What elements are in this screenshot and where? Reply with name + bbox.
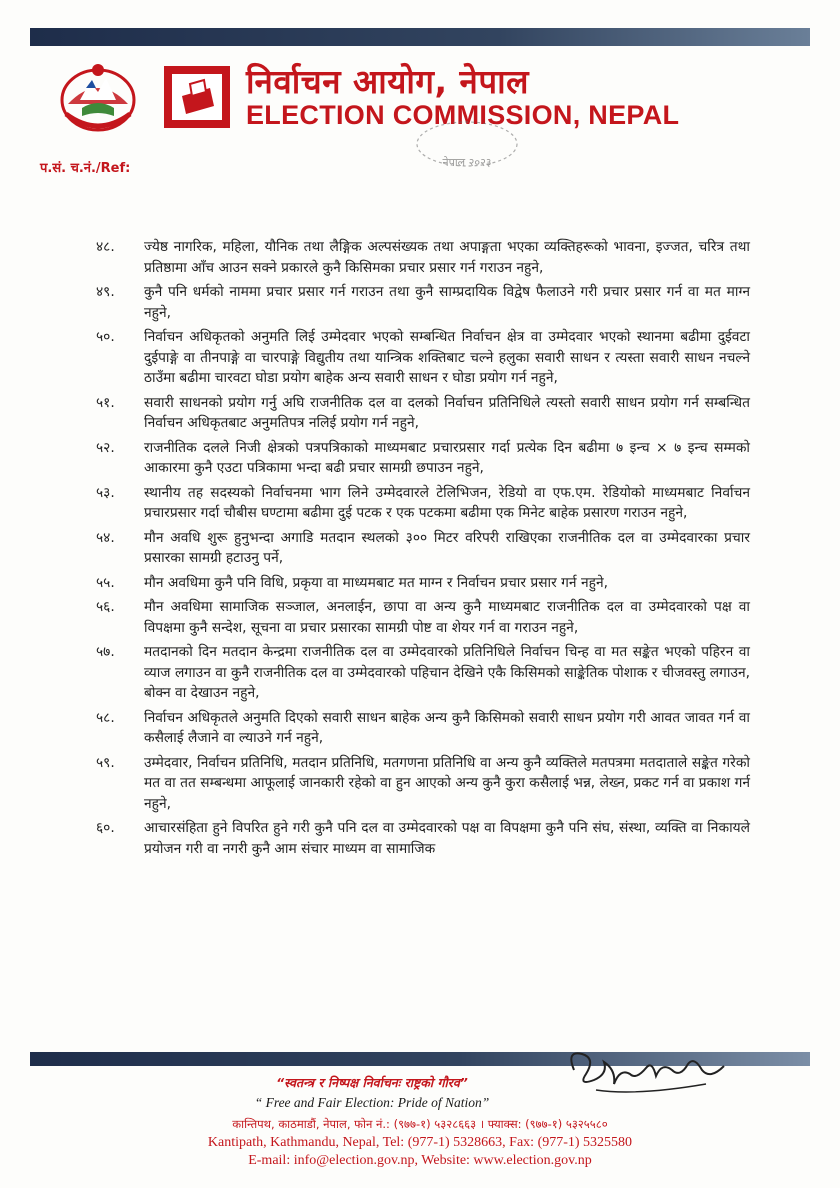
- code-of-conduct-list: [96, 237, 750, 863]
- address-english: Kantipath, Kathmandu, Nepal, Tel: (977-1) 5328663, Fax: (977-1) 5325580: [207, 1135, 633, 1150]
- rule-text: मौन अवधि शुरू हुनुभन्दा अगाडि मतदान स्थलको ३०० मिटर वरिपरी राखिएका राजनीतिक दल वा उम्मेदवारका प्रचार प्रसारका सामग्री हटाउनु पर्ने,: [144, 529, 750, 566]
- rule-number: ५२.: [96, 439, 115, 456]
- organization-name-nepali: निर्वाचन आयोग, नेपाल: [246, 62, 530, 101]
- rule-item: [96, 753, 750, 815]
- stamp-text: नेपाल २०२३: [442, 156, 492, 169]
- election-commission-logo: [164, 66, 230, 128]
- rule-text: निर्वाचन अधिकृतले अनुमति दिएको सवारी साधन बाहेक अन्य कुनै किसिमको सवारी साधन प्रयोग गरी आवत जावत गर्न वा कसैलाई लैजाने वा ल्याउने गर्न नहुने,: [144, 709, 750, 746]
- rule-number: ५३.: [96, 484, 115, 501]
- rule-number: ६०.: [96, 820, 115, 836]
- rule-number: ५७.: [96, 644, 115, 660]
- rule-number: ५९.: [96, 754, 115, 771]
- slogan-nepali: “स्वतन्त्र र निष्पक्ष निर्वाचनः राष्ट्रको गौरव”: [276, 1075, 468, 1090]
- rule-number: ५५.: [96, 574, 115, 591]
- rule-number: ४८.: [96, 239, 115, 255]
- rule-item: [96, 642, 750, 704]
- rule-number: ५८.: [96, 709, 115, 726]
- rule-item: [96, 483, 750, 524]
- contact-info: E-mail: info@election.gov.np, Website: www.election.gov.np: [248, 1153, 592, 1168]
- rule-text: निर्वाचन अधिकृतको अनुमति लिई उम्मेदवार भएको सम्बन्धित निर्वाचन क्षेत्र वा उम्मेदवार भएको स्थानमा बढीमा दुईवटा दुईपाङ्गे वा तीनपाङ्गे वा चारपाङ्गे विद्युतीय तथा यान्त्रिक शक्तिबाट चल्ने हलुका सवारी साधन र त्यस्ता सवारी साधन नचल्ने ठाउँमा बढीमा चारवटा घोडा प्रयोग बाहेक अन्य सवारी साधन र घोडा प्रयोग गर्न नहुने,: [144, 329, 750, 386]
- header-band: [30, 28, 810, 46]
- rule-number: ५१.: [96, 394, 115, 411]
- rule-item: [96, 282, 750, 323]
- slogan-english: “ Free and Fair Election: Pride of Nation”: [254, 1095, 490, 1110]
- rule-item: [96, 818, 750, 859]
- nepal-emblem-icon: [56, 58, 140, 136]
- rule-text: मौन अवधिमा सामाजिक सञ्जाल, अनलाईन, छापा वा अन्य कुनै माध्यमबाट राजनीतिक दल वा उम्मेदवारको पक्ष वा विपक्षमा कुनै सन्देश, सूचना वा प्रचार प्रसारका सामग्री पोष्ट वा शेयर गर्न वा गराउन नहुने,: [144, 599, 750, 636]
- rule-text: उम्मेदवार, निर्वाचन प्रतिनिधि, मतदान प्रतिनिधि, मतगणना प्रतिनिधि वा अन्य कुनै व्यक्तिले मतपत्रमा मतदाताले सङ्केत गरेको मत वा तत सम्बन्धमा आफूलाई जानकारी रहेको वा हुन आएको अन्य कुनै कुरा कसैलाई भन्न, लेख्न, प्रकट गर्न वा प्रकाश गर्न नहुने,: [144, 754, 750, 812]
- rule-text: स्थानीय तह सदस्यको निर्वाचनमा भाग लिने उम्मेदवारले टेलिभिजन, रेडियो वा एफ.एम. रेडियोको माध्यमबाट निर्वाचन प्रचारप्रसार गर्दा चौबीस घण्टामा बढीमा दुई पटक र एक पटकमा बढीमा एक मिनेट बाहेक प्रसारण गराउन नहुने,: [144, 484, 750, 521]
- rule-text: मतदानको दिन मतदान केन्द्रमा राजनीतिक दल वा उम्मेदवारको प्रतिनिधिले निर्वाचन चिन्ह वा मत सङ्केत भएको पहिरन वा व्याज लगाउन वा कुनै राजनीतिक दल वा उम्मेदवारको पहिचान देखिने एकै किसिमको साङ्केतिक पोशाक र चीजवस्तु लगाउन, बोक्न वा देखाउन नहुने,: [144, 644, 750, 701]
- rule-text: ज्येष्ठ नागरिक, महिला, यौनिक तथा लैङ्गिक अल्पसंख्यक तथा अपाङ्गता भएका व्यक्तिहरूको भावना, इज्जत, चरित्र तथा प्रतिष्ठामा आँच आउन सक्ने प्रकारले कुनै किसिमका प्रचार प्रसार गर्न गराउन नहुने,: [144, 239, 750, 276]
- reference-number-label: प.सं. च.नं./Ref:: [40, 161, 131, 176]
- rule-item: [96, 597, 750, 638]
- rule-number: ५०.: [96, 329, 115, 345]
- rule-item: [96, 573, 750, 594]
- rule-item: [96, 393, 750, 434]
- ballot-box-icon: [164, 66, 230, 128]
- received-stamp: [412, 118, 522, 186]
- rule-item: [96, 708, 750, 749]
- rule-number: ४९.: [96, 284, 115, 300]
- rule-item: [96, 237, 750, 278]
- rule-text: सवारी साधनको प्रयोग गर्नु अघि राजनीतिक दल वा दलको निर्वाचन प्रतिनिधिले त्यस्तो सवारी साधन प्रयोग गर्न सम्बन्धित निर्वाचन अधिकृतबाट अनुमतिपत्र नलिई प्रयोग गर्न नहुने,: [144, 394, 750, 431]
- rule-item: [96, 528, 750, 569]
- rule-item: [96, 327, 750, 389]
- address-nepali: कान्तिपथ, काठमाडौं, नेपाल, फोन नं.: (९७७-१) ५३२८६६३ । फ्याक्स: (९७७-१) ५३२५५८०: [232, 1117, 608, 1131]
- rule-text: कुनै पनि धर्मको नाममा प्रचार प्रसार गर्न गराउन तथा कुनै साम्प्रदायिक विद्वेष फैलाउने गरी प्रचार प्रसार गर्न वा मत माग्न नहुने,: [144, 284, 750, 321]
- rule-item: [96, 438, 750, 479]
- rule-number: ५६.: [96, 599, 115, 615]
- organization-name-english: ELECTION COMMISSION, NEPAL: [246, 100, 680, 130]
- rule-text: राजनीतिक दलले निजी क्षेत्रको पत्रपत्रिकाको माध्यमबाट प्रचारप्रसार गर्दा प्रत्येक दिन बढीमा ७ इन्च × ७ इन्च सम्मको आकारमा कुनै एउटा पत्रिकामा भन्दा बढी प्रचार सामग्री छपाउन नहुने,: [144, 439, 750, 476]
- rule-text: आचारसंहिता हुने विपरित हुने गरी कुनै पनि दल वा उम्मेदवारको पक्ष वा विपक्षमा कुनै पनि संघ, संस्था, व्यक्ति वा निकायले प्रयोजन गरी वा नगरी कुनै आम संचार माध्यम वा सामाजिक: [144, 820, 750, 857]
- rule-number: ५४.: [96, 529, 115, 546]
- rule-text: मौन अवधिमा कुनै पनि विधि, प्रकृया वा माध्यमबाट मत माग्न र निर्वाचन प्रचार प्रसार गर्न नहुने,: [144, 574, 608, 591]
